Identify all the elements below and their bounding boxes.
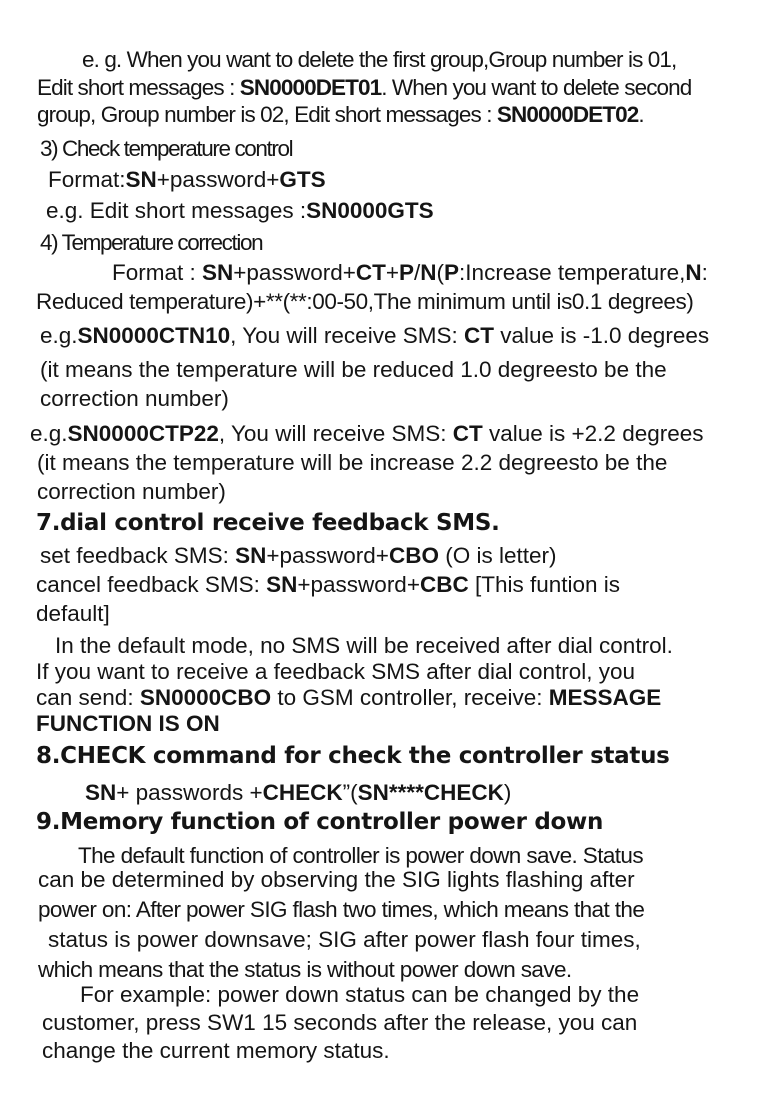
check-command-line: SN+ passwords +CHECK”(SN****CHECK) <box>85 780 512 805</box>
default-mode-code: SN0000CBO <box>139 685 272 710</box>
delete-example-line-3: group, Group number is 02, Edit short messages : SN0000DET02. <box>37 102 644 127</box>
memory-p2-line-1: For example: power down status can be changed by the <box>80 982 640 1007</box>
cancel-feedback-line: cancel feedback SMS: SN+password+CBC [This funtion is <box>36 572 621 597</box>
memory-p1-line-4: status is power downsave; SIG after power flash four times, <box>48 927 641 952</box>
default-mode-line-4: FUNCTION IS ON <box>36 711 220 736</box>
delete-code-1: SN0000DET01 <box>239 75 382 100</box>
check-temp-example: e.g. Edit short messages :SN0000GTS <box>46 198 434 223</box>
temp-example-2-line-3: correction number) <box>37 479 226 504</box>
temp-example-1-line-1: e.g.SN0000CTN10, You will receive SMS: CT value is -1.0 degrees <box>40 323 710 348</box>
temp-correction-format: Format : SN+password+CT+P/N(P:Increase temperature,N: <box>112 260 708 285</box>
check-temp-format: Format:SN+password+GTS <box>48 167 326 192</box>
memory-p1-line-2: can be determined by observing the SIG lights flashing after <box>38 867 635 892</box>
temp-example-2-line-2: (it means the temperature will be increase 2.2 degreesto be the <box>37 450 668 475</box>
default-mode-line-2: If you want to receive a feedback SMS after dial control, you <box>36 659 636 684</box>
section-8-heading: 8.CHECK command for check the controller status <box>36 743 670 769</box>
set-feedback-code: CBO <box>388 543 439 568</box>
delete-example-line-2: Edit short messages : SN0000DET01. When you want to delete second <box>37 75 692 100</box>
temp-example-1-line-2: (it means the temperature will be reduced 1.0 degreesto be the <box>40 357 667 382</box>
default-mode-line-3: can send: SN0000CBO to GSM controller, receive: MESSAGE <box>36 685 662 710</box>
temp-code-ctn10: SN0000CTN10 <box>77 323 231 348</box>
temp-example-1-line-3: correction number) <box>40 386 229 411</box>
delete-code-2: SN0000DET02 <box>496 102 639 127</box>
default-mode-line-1: In the default mode, no SMS will be received after dial control. <box>55 633 673 658</box>
temp-correction-heading: 4) Temperature correction <box>40 230 263 255</box>
check-temp-heading: 3) Check temperature control <box>40 136 293 161</box>
temp-example-2-line-1: e.g.SN0000CTP22, You will receive SMS: CT value is +2.2 degrees <box>30 421 704 446</box>
memory-p1-line-5: which means that the status is without power down save. <box>38 957 572 982</box>
memory-p1-line-1: The default function of controller is power down save. Status <box>78 843 643 868</box>
set-feedback-line: set feedback SMS: SN+password+CBO (O is letter) <box>40 543 557 568</box>
temp-code-ctp22: SN0000CTP22 <box>67 421 219 446</box>
memory-p2-line-3: change the current memory status. <box>42 1038 390 1063</box>
section-9-heading: 9.Memory function of controller power down <box>36 809 604 835</box>
memory-p2-line-2: customer, press SW1 15 seconds after the release, you can <box>42 1010 638 1035</box>
temp-correction-format-line-2: Reduced temperature)+**(**:00-50,The minimum until is0.1 degrees) <box>36 289 694 314</box>
cancel-feedback-code: CBC <box>419 572 469 597</box>
delete-example-line-1: e. g. When you want to delete the first group,Group number is 01, <box>82 47 677 72</box>
cancel-feedback-line-2: default] <box>36 601 110 626</box>
memory-p1-line-3: power on: After power SIG flash two times, which means that the <box>38 897 645 922</box>
check-command-example: SN****CHECK <box>357 780 504 805</box>
section-7-heading: 7.dial control receive feedback SMS. <box>36 510 500 536</box>
check-temp-code: SN0000GTS <box>306 198 434 223</box>
